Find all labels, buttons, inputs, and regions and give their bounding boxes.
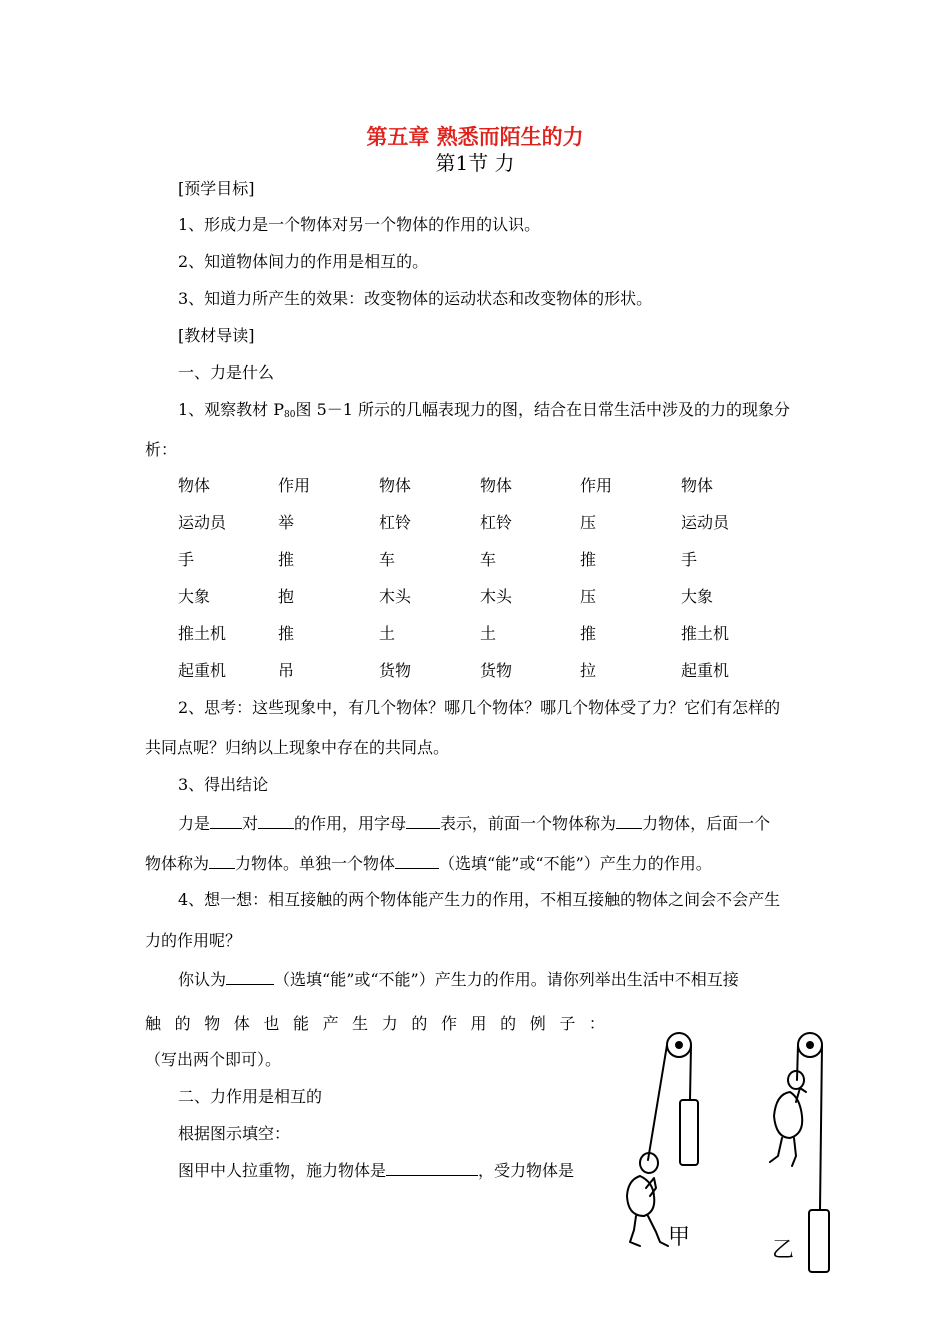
- fill-blank[interactable]: [210, 812, 242, 829]
- text-segment: 表示，前面一个物体称为: [440, 814, 617, 833]
- goal-item-3: 3、知道力所产生的效果：改变物体的运动状态和改变物体的形状。: [178, 289, 653, 308]
- pulley-yi-icon: [797, 1033, 829, 1272]
- part2-heading: 二、力作用是相互的: [178, 1087, 323, 1106]
- text-segment: 图甲中人拉重物，施力物体是: [178, 1161, 387, 1180]
- question-4-line1: 4、想一想：相互接触的两个物体能产生力的作用，不相互接触的物体之间会不会产生: [178, 890, 781, 909]
- question-2-line1: 2、思考：这些现象中，有几个物体？哪几个物体？哪几个物体受了力？它们有怎样的: [178, 698, 781, 717]
- label-yi: 乙: [772, 1238, 795, 1263]
- goal-item-2: 2、知道物体间力的作用是相互的。: [178, 252, 429, 271]
- table-cell: 举: [278, 513, 295, 532]
- table-cell: 手: [178, 550, 195, 569]
- table-cell: 起重机: [681, 661, 730, 680]
- char: 力: [381, 1014, 398, 1033]
- table-cell: 货物: [379, 661, 412, 680]
- fill-blank[interactable]: [616, 812, 642, 829]
- table-header: 物体: [178, 476, 211, 495]
- char: 的: [500, 1014, 517, 1033]
- table-cell: 车: [379, 550, 396, 569]
- table-cell: 推土机: [681, 624, 730, 643]
- question-4-line3: [178, 968, 739, 990]
- table-cell: 木头: [480, 587, 513, 606]
- conclusion-line2: [145, 852, 712, 874]
- pulley-jia-icon: [648, 1033, 698, 1165]
- char: 生: [352, 1014, 369, 1033]
- table-header: 作用: [278, 476, 311, 495]
- char: 子: [559, 1014, 576, 1033]
- table-cell: 土: [480, 624, 497, 643]
- table-cell: 大象: [178, 587, 211, 606]
- table-header: 物体: [480, 476, 513, 495]
- table-cell: 拉: [580, 661, 597, 680]
- q1-before: 1、观察教材 P: [178, 400, 285, 419]
- table-cell: 木头: [379, 587, 412, 606]
- text-segment: 物体称为: [145, 854, 210, 873]
- question-4-line5: （写出两个即可）。: [145, 1050, 282, 1069]
- char: 的: [411, 1014, 428, 1033]
- table-cell: 车: [480, 550, 497, 569]
- char: 例: [529, 1014, 546, 1033]
- table-cell: 运动员: [178, 513, 227, 532]
- fill-blank[interactable]: [386, 1159, 478, 1176]
- table-cell: 运动员: [681, 513, 730, 532]
- question-1-line2: 析：: [145, 440, 178, 459]
- person-jia-icon: [627, 1153, 668, 1246]
- table-header: 作用: [580, 476, 613, 495]
- table-cell: 大象: [681, 587, 714, 606]
- label-jia: 甲: [668, 1225, 691, 1250]
- text-segment: 对: [242, 814, 259, 833]
- part1-heading: 一、力是什么: [178, 363, 275, 382]
- part2-fill-line: [178, 1159, 574, 1181]
- part2-instruction: 根据图示填空：: [178, 1124, 291, 1143]
- table-header: 物体: [379, 476, 412, 495]
- table-cell: 起重机: [178, 661, 227, 680]
- text-segment: （选填“能”或“不能”）产生力的作用。: [439, 854, 712, 873]
- fill-blank[interactable]: [406, 812, 440, 829]
- goal-item-1: 1、形成力是一个物体对另一个物体的作用的认识。: [178, 215, 541, 234]
- text-segment: （选填“能”或“不能”）产生力的作用。请你列举出生活中不相互接: [274, 970, 739, 989]
- text-segment: ，受力物体是: [478, 1161, 575, 1180]
- char: 作: [440, 1014, 457, 1033]
- table-cell: 抱: [278, 587, 295, 606]
- table-cell: 推: [580, 550, 597, 569]
- fill-blank[interactable]: [209, 852, 235, 869]
- text-segment: 你认为: [178, 970, 227, 989]
- person-yi-icon: [770, 1071, 806, 1166]
- question-2-line2: 共同点呢？归纳以上现象中存在的共同点。: [145, 738, 450, 757]
- char: ：: [588, 1014, 605, 1033]
- table-cell: 推: [580, 624, 597, 643]
- char: 产: [322, 1014, 339, 1033]
- section-title: 第1节 力: [435, 151, 515, 175]
- fill-blank[interactable]: [258, 812, 294, 829]
- table-cell: 杠铃: [480, 513, 513, 532]
- table-cell: 货物: [480, 661, 513, 680]
- char: 物: [204, 1014, 221, 1033]
- table-header: 物体: [681, 476, 714, 495]
- char: 用: [470, 1014, 487, 1033]
- text-segment: 力是: [178, 814, 211, 833]
- table-cell: 杠铃: [379, 513, 412, 532]
- guide-heading: [教材导读]: [178, 326, 255, 345]
- question-4-line2: 力的作用呢？: [145, 931, 242, 950]
- fill-blank[interactable]: [226, 968, 274, 985]
- table-cell: 压: [580, 513, 597, 532]
- table-cell: 推土机: [178, 624, 227, 643]
- char: 体: [233, 1014, 250, 1033]
- table-cell: 土: [379, 624, 396, 643]
- text-segment: 的作用，用字母: [294, 814, 407, 833]
- pulley-illustration: [610, 1020, 840, 1275]
- text-segment: 力物体，后面一个: [642, 814, 771, 833]
- table-cell: 吊: [278, 661, 295, 680]
- char: 的: [174, 1014, 191, 1033]
- table-cell: 推: [278, 624, 295, 643]
- fill-blank[interactable]: [395, 852, 439, 869]
- question-4-line4: [145, 1011, 605, 1034]
- table-cell: 推: [278, 550, 295, 569]
- char: 触: [145, 1014, 162, 1033]
- table-cell: 手: [681, 550, 698, 569]
- q1-subscript: 80: [284, 410, 296, 420]
- chapter-title: 第五章 熟悉而陌生的力: [366, 124, 584, 149]
- q1-after: 图 5－1 所示的几幅表现力的图，结合在日常生活中涉及的力的现象分: [295, 400, 791, 419]
- char: 也: [263, 1014, 280, 1033]
- char: 能: [292, 1014, 309, 1033]
- question-1-line1: [178, 400, 790, 425]
- goals-heading: [预学目标]: [178, 179, 255, 198]
- conclusion-line1: [178, 812, 770, 834]
- text-segment: 力物体。单独一个物体: [235, 854, 396, 873]
- table-cell: 压: [580, 587, 597, 606]
- question-3-heading: 3、得出结论: [178, 775, 269, 794]
